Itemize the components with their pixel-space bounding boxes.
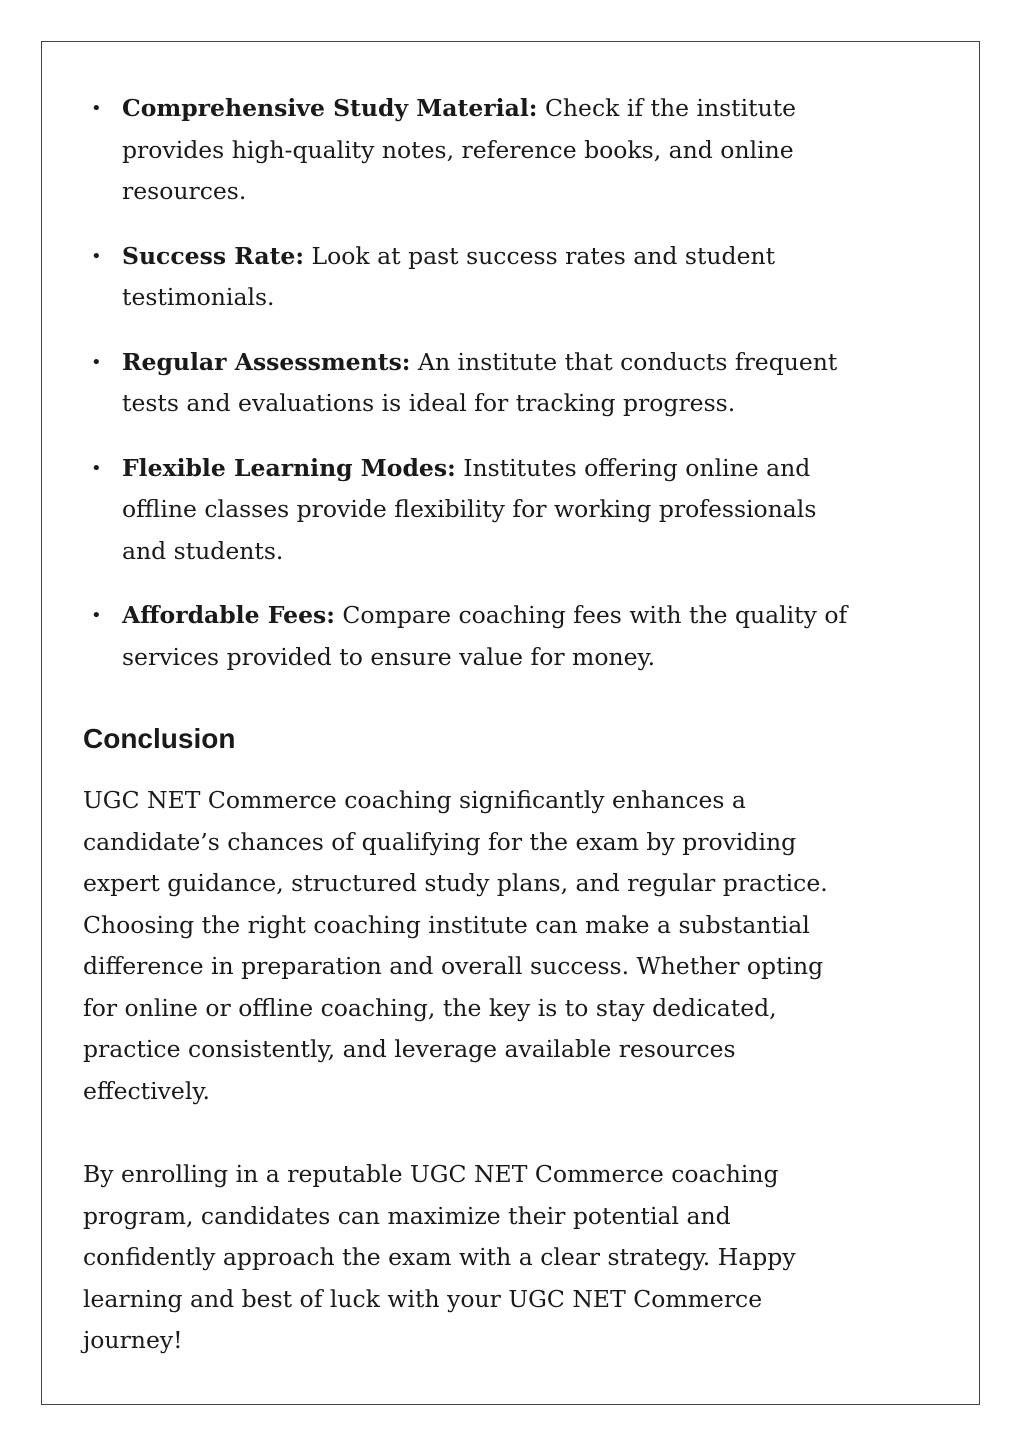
bullet-icon: • xyxy=(91,245,102,267)
list-item-text: Institutes offering online and offline classes provide flexibility for working professionals and students. xyxy=(122,453,817,565)
bullet-icon: • xyxy=(91,351,102,373)
list-item-term: Affordable Fees: xyxy=(122,601,335,629)
criteria-list xyxy=(83,88,863,678)
bullet-icon: • xyxy=(91,98,102,119)
conclusion-heading: Conclusion xyxy=(83,723,236,754)
list-item-text: Check if the institute provides high-quality notes, reference books, and online resources. xyxy=(122,94,797,205)
bullet-icon: • xyxy=(91,457,102,479)
conclusion-paragraph: By enrolling in a reputable UGC NET Commerce coaching program, candidates can maximize their potential and confidently approach the exam with a clear strategy. Happy learning and best of luck with your UGC NET Commerce journey! xyxy=(83,1160,796,1354)
list-item-term: Success Rate: xyxy=(122,241,305,270)
bullet-icon: • xyxy=(91,605,102,626)
list-item-term: Flexible Learning Modes: xyxy=(122,453,456,482)
list-item xyxy=(83,236,863,319)
list-item-text: Look at past success rates and student testimonials. xyxy=(122,241,776,311)
document-content xyxy=(83,88,863,1404)
list-item-term: Regular Assessments: xyxy=(122,347,411,376)
conclusion-paragraph: UGC NET Commerce coaching significantly enhances a candidate’s chances of qualifying for the exam by providing expert guidance, structured study plans, and regular practice. Choosing the right coaching institute can make a substantial difference in preparation and overall success. Whether opting for online or offline coaching, the key is to stay dedicated, practice consistently, and leverage available resources effectively. xyxy=(83,786,828,1105)
list-item xyxy=(83,88,863,213)
list-item-text: Compare coaching fees with the quality of services provided to ensure value for money. xyxy=(122,601,848,671)
list-item xyxy=(83,595,863,678)
list-item xyxy=(83,448,863,573)
list-item-text: An institute that conducts frequent tests and evaluations is ideal for tracking progress. xyxy=(122,347,838,417)
list-item-term: Comprehensive Study Material: xyxy=(122,94,538,122)
list-item xyxy=(83,342,863,425)
